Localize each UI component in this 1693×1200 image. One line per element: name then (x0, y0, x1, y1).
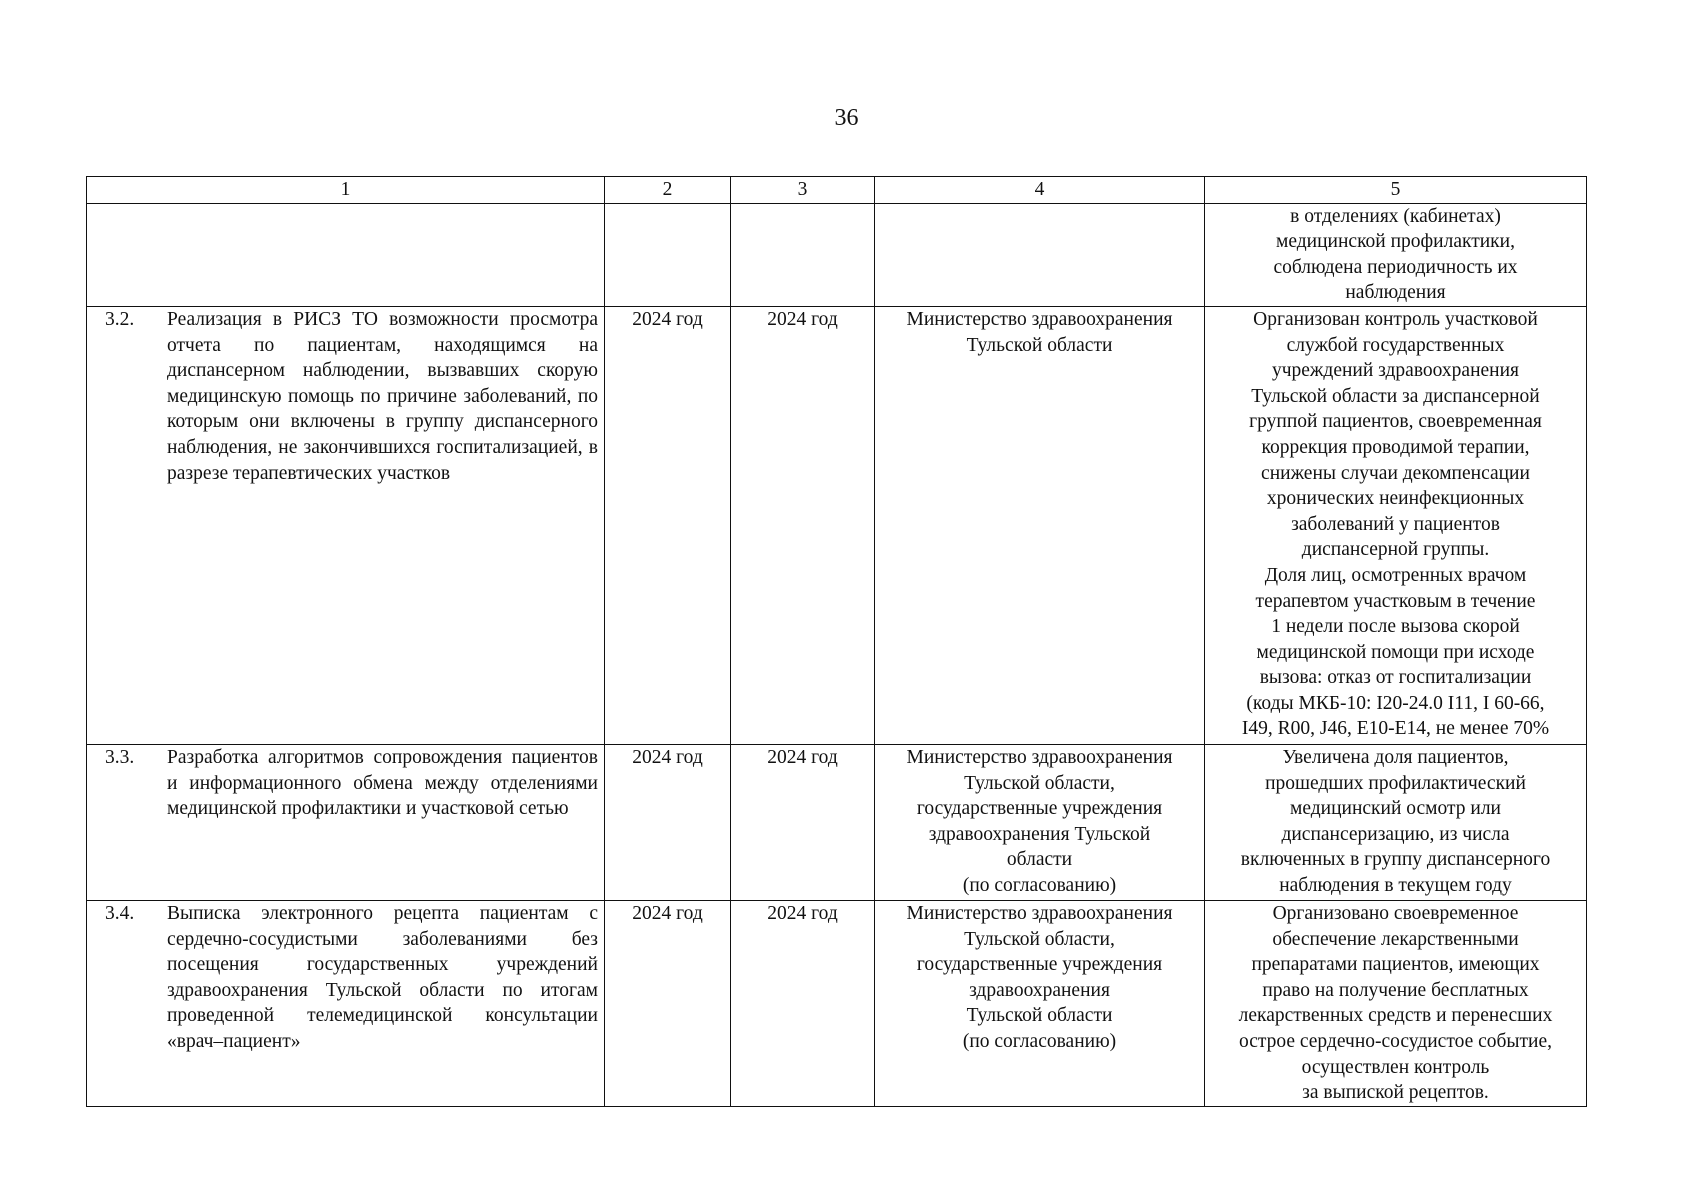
plan-table (86, 176, 1587, 1107)
table-row (87, 306, 1587, 744)
item-number: 3.4. (105, 902, 135, 924)
table-row (87, 744, 1587, 900)
result-cell (1205, 900, 1587, 1106)
page-number: 36 (834, 105, 859, 131)
result-line: медицинской помощи при исходе (1256, 641, 1535, 663)
responsible-line: государственные учреждения (916, 798, 1163, 820)
result-line: Организован контроль участковой (1253, 308, 1538, 330)
continuation-task-cell (87, 203, 605, 306)
responsible-cell (875, 900, 1205, 1106)
result-line: право на получение бесплатных (1262, 979, 1529, 1001)
start-date: 2024 год (605, 744, 731, 900)
result-line: соблюдена периодичность их (1273, 256, 1518, 278)
responsible-line: Министерство здравоохранения (906, 746, 1173, 768)
responsible-line: (по согласованию) (962, 1030, 1117, 1052)
continuation-row (87, 203, 1587, 306)
column-header-row (87, 177, 1587, 204)
column-header-4: 4 (875, 177, 1205, 204)
responsible-line: Министерство здравоохранения (906, 308, 1173, 330)
responsible-cell (875, 306, 1205, 744)
result-line: включенных в группу диспансерного (1240, 849, 1551, 871)
responsible-line: области (1006, 849, 1073, 871)
result-line: препаратами пациентов, имеющих (1251, 954, 1540, 976)
responsible-line: Тульской области, (964, 928, 1115, 950)
result-line: службой государственных (1286, 334, 1505, 356)
result-line: Доля лиц, осмотренных врачом (1264, 564, 1527, 586)
result-line: снижены случаи декомпенсации (1261, 462, 1530, 484)
result-line: наблюдения (1345, 282, 1446, 304)
result-line: наблюдения в текущем году (1279, 874, 1512, 896)
end-date: 2024 год (731, 306, 875, 744)
result-line: острое сердечно-сосудистое событие, (1238, 1030, 1553, 1052)
result-line: диспансеризацию, из числа (1281, 823, 1510, 845)
result-line: обеспечение лекарственными (1272, 928, 1519, 950)
responsible-line: Тульской области, (964, 772, 1115, 794)
result-line: I49, R00, J46, E10-E14, не менее 70% (1241, 718, 1550, 740)
result-line: заболеваний у пациентов (1291, 513, 1500, 535)
responsible-line: Тульской области (966, 334, 1113, 356)
result-line: 1 недели после вызова скорой (1271, 616, 1520, 638)
result-line: вызова: отказ от госпитализации (1259, 667, 1532, 689)
responsible-cell (875, 744, 1205, 900)
result-line: коррекция проводимой терапии, (1261, 436, 1530, 458)
responsible-line: Министерство здравоохранения (906, 902, 1173, 924)
result-cell (1205, 306, 1587, 744)
task-text: Разработка алгоритмов сопровождения пациентов и информационного обмена между отделениями медицинской профилактики и участковой сетью (167, 746, 598, 820)
responsible-line: (по согласованию) (962, 874, 1117, 896)
responsible-line: государственные учреждения (916, 954, 1163, 976)
result-line: хронических неинфекционных (1266, 488, 1525, 510)
result-line: группой пациентов, своевременная (1249, 411, 1542, 433)
column-header-2: 2 (605, 177, 731, 204)
result-line: прошедших профилактический (1265, 772, 1526, 794)
continuation-end-cell (731, 203, 875, 306)
item-number: 3.2. (105, 308, 135, 330)
result-line: лекарственных средств и перенесших (1238, 1005, 1553, 1027)
result-line: Увеличена доля пациентов, (1282, 746, 1509, 768)
column-header-5: 5 (1205, 177, 1587, 204)
result-cell (1205, 744, 1587, 900)
result-line: медицинский осмотр или (1290, 798, 1501, 820)
start-date: 2024 год (605, 306, 731, 744)
task-text: Выписка электронного рецепта пациентам с сердечно-сосудистыми заболеваниями без посещения государственных учреждений здравоохранения Тульской области по итогам проведенной телемедицинской консультации «врач–пациент» (167, 902, 598, 1052)
result-line: учреждений здравоохранения (1271, 360, 1520, 382)
responsible-line: Тульской области (966, 1005, 1113, 1027)
item-number: 3.3. (105, 746, 135, 768)
result-line: Тульской области за диспансерной (1251, 385, 1540, 407)
end-date: 2024 год (731, 900, 875, 1106)
result-line: (коды МКБ-10: I20-24.0 I11, I 60-66, (1246, 692, 1545, 714)
result-line: диспансерной группы. (1301, 539, 1490, 561)
responsible-line: здравоохранения (969, 979, 1110, 1001)
task-cell (87, 900, 605, 1106)
column-header-3: 3 (731, 177, 875, 204)
continuation-start-cell (605, 203, 731, 306)
result-line: медицинской профилактики, (1276, 231, 1515, 253)
continuation-responsible-cell (875, 203, 1205, 306)
end-date: 2024 год (731, 744, 875, 900)
task-cell (87, 744, 605, 900)
continuation-result-cell (1205, 203, 1587, 306)
task-cell (87, 306, 605, 744)
responsible-line: здравоохранения Тульской (928, 823, 1151, 845)
table-row (87, 900, 1587, 1106)
column-header-1: 1 (87, 177, 605, 204)
result-line: осуществлен контроль (1301, 1056, 1490, 1078)
task-text: Реализация в РИСЗ ТО возможности просмотра отчета по пациентам, находящимся на диспансерном наблюдении, вызвавших скорую медицинскую помощь по причине заболеваний, по которым они включены в группу диспансерного наблюдения, не закончившихся госпитализацией, в разрезе терапевтических участков (167, 308, 598, 484)
result-line: Организовано своевременное (1272, 902, 1519, 924)
result-line: терапевтом участковым в течение (1255, 590, 1536, 612)
result-line: за выпиской рецептов. (1302, 1082, 1489, 1104)
result-line: в отделениях (кабинетах) (1290, 205, 1501, 227)
start-date: 2024 год (605, 900, 731, 1106)
